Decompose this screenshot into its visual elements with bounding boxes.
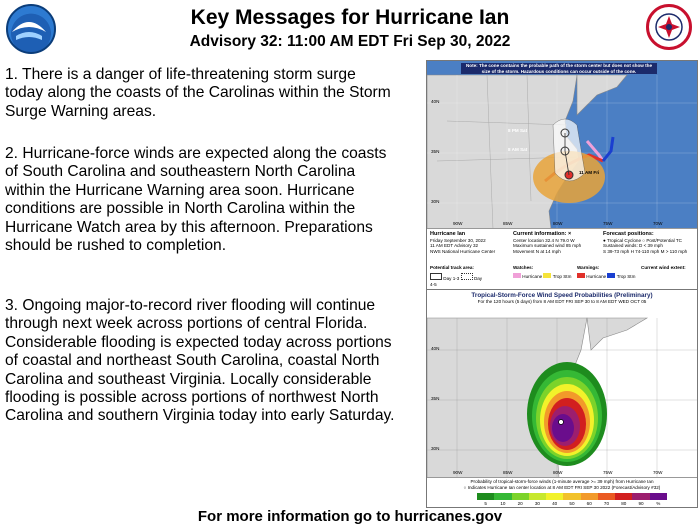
scale-label-0: 5 — [484, 501, 487, 506]
cone-map-graphic — [427, 61, 697, 229]
scale-label-8: 80 — [621, 501, 627, 506]
label-8pm-sat: 8 PM Sat — [508, 128, 528, 133]
cone-info-panel — [427, 228, 697, 290]
probability-map-title-block — [457, 292, 667, 305]
legend-warnings-title: Warnings: — [577, 265, 600, 270]
probability-caption-1: Probability of tropical-storm-force winds (1-minute average >= 39 mph) from Hurricane Ian — [470, 479, 654, 484]
label-11am-fri: 11 AM Fri — [579, 170, 600, 175]
scale-swatch-3 — [529, 493, 546, 500]
probability-caption-2: ○ Indicates Hurricane Ian center location at 8 AM EDT FRI SEP 30 2022 (Forecast/Advisory #32) — [463, 485, 661, 490]
lat-40n: 40N — [431, 99, 440, 104]
scale-label-1: 10 — [500, 501, 506, 506]
lon-85w: 85W — [503, 221, 513, 226]
scale-label-3: 30 — [534, 501, 540, 506]
probability-scale-labels — [477, 501, 667, 507]
storm-info-block: Hurricane Ian Friday September 30, 2022 11 AM EDT Advisory 32 NWS National Hurricane Center — [430, 231, 496, 254]
p-lon-90w: 90W — [453, 470, 463, 475]
probability-scale-panel — [427, 477, 697, 508]
advisory-subtitle: Advisory 32: 11:00 AM EDT Fri Sep 30, 2022 — [189, 33, 511, 50]
legend-watches-title: Watches: — [513, 265, 534, 270]
scale-label-7: 70 — [603, 501, 610, 506]
lon-70w: 70W — [653, 221, 663, 226]
scale-swatch-2 — [512, 493, 529, 500]
page-title: Key Messages for Hurricane Ian — [190, 6, 510, 29]
scale-label-6: 60 — [586, 501, 592, 506]
scale-swatch-7 — [598, 493, 615, 500]
lat-30n: 30N — [431, 199, 440, 204]
scale-swatch-0 — [477, 493, 494, 500]
scale-label-4: 40 — [552, 501, 558, 506]
wind-probability-map — [426, 289, 698, 508]
legend-watch-items: Hurricane Trop Stm — [513, 273, 571, 280]
probability-map-subtitle: For the 120 hours (5 days) from 8 AM EDT FRI SEP 30 to 8 AM EDT WED OCT 05 — [477, 299, 647, 304]
scale-label-10: % — [656, 501, 661, 506]
p-lat-30n: 30N — [431, 446, 440, 451]
lon-75w: 75W — [603, 221, 613, 226]
lon-90w: 90W — [453, 221, 463, 226]
probability-map-graphic — [427, 290, 697, 478]
p-lon-70w: 70W — [653, 470, 663, 475]
scale-swatch-6 — [581, 493, 598, 500]
scale-swatch-4 — [546, 493, 563, 500]
legend-track-title: Potential track area: — [430, 265, 474, 270]
scale-swatch-10 — [650, 493, 667, 500]
key-message-3: 3. Ongoing major-to-record river flooding will continue through next week across portions of central Florida. Considerable flooding is expected today across portions of coastal and northeast South Carolina, coastal North Carolina and southeast Virginia. Locally considerable flooding is possible across portions of northwest North Carolina and southern Virginia today into early Saturday. — [5, 297, 395, 425]
key-message-1: 1. There is a danger of life-threatening storm surge today along the coasts of the Carolinas within the Storm Surge Warning areas. — [5, 66, 391, 120]
label-8am-sat: 8 AM Sat — [508, 147, 528, 152]
cone-note: Note: The cone contains the probable path of the storm center but does not show the size of the storm. Hazardous conditions can occur outside of the cone. — [461, 63, 657, 74]
current-info-block: Current information: × Center location 32.4 N 79.0 W Maximum sustained wind 85 mph Movement N at 14 mph — [513, 231, 582, 254]
p-lon-85w: 85W — [503, 470, 513, 475]
scale-swatch-9 — [632, 493, 649, 500]
forecast-cone-map — [426, 60, 698, 290]
p-lat-40n: 40N — [431, 346, 440, 351]
legend-extent-title: Current wind extent: — [641, 265, 686, 270]
legend-warning-items: Hurricane Trop Stm — [577, 273, 635, 280]
scale-label-2: 20 — [517, 501, 523, 506]
forecast-positions-block: Forecast positions: ● Tropical Cyclone ○ Post/Potential TC Sustained winds: D < 39 mph S 39-73 mph H 74-110 mph M > 110 mph — [603, 231, 688, 254]
lon-80w: 80W — [553, 221, 563, 226]
key-message-2: 2. Hurricane-force winds are expected along the coasts of South Carolina and southeastern North Carolina within the Hurricane Warning area soon. Hurricane conditions are possible in North Carolina within the Hurricane Watch area by this afternoon. Preparations should be rushed to completion. — [5, 145, 387, 255]
footer-link-text: For more information go to hurricanes.gov — [197, 508, 503, 525]
p-lat-35n: 35N — [431, 396, 440, 401]
scale-swatch-5 — [563, 493, 580, 500]
scale-swatch-8 — [615, 493, 632, 500]
lat-35n: 35N — [431, 149, 440, 154]
scale-label-9: 90 — [638, 501, 644, 506]
p-lon-80w: 80W — [553, 470, 563, 475]
scale-label-5: 50 — [569, 501, 575, 506]
scale-swatch-1 — [494, 493, 511, 500]
legend-track-items: Day 1-3 Day 4-5 — [430, 273, 485, 287]
probability-map-title: Tropical-Storm-Force Wind Speed Probabilities (Preliminary) — [471, 292, 653, 299]
probability-color-scale — [477, 493, 667, 500]
p-lon-75w: 75W — [603, 470, 613, 475]
